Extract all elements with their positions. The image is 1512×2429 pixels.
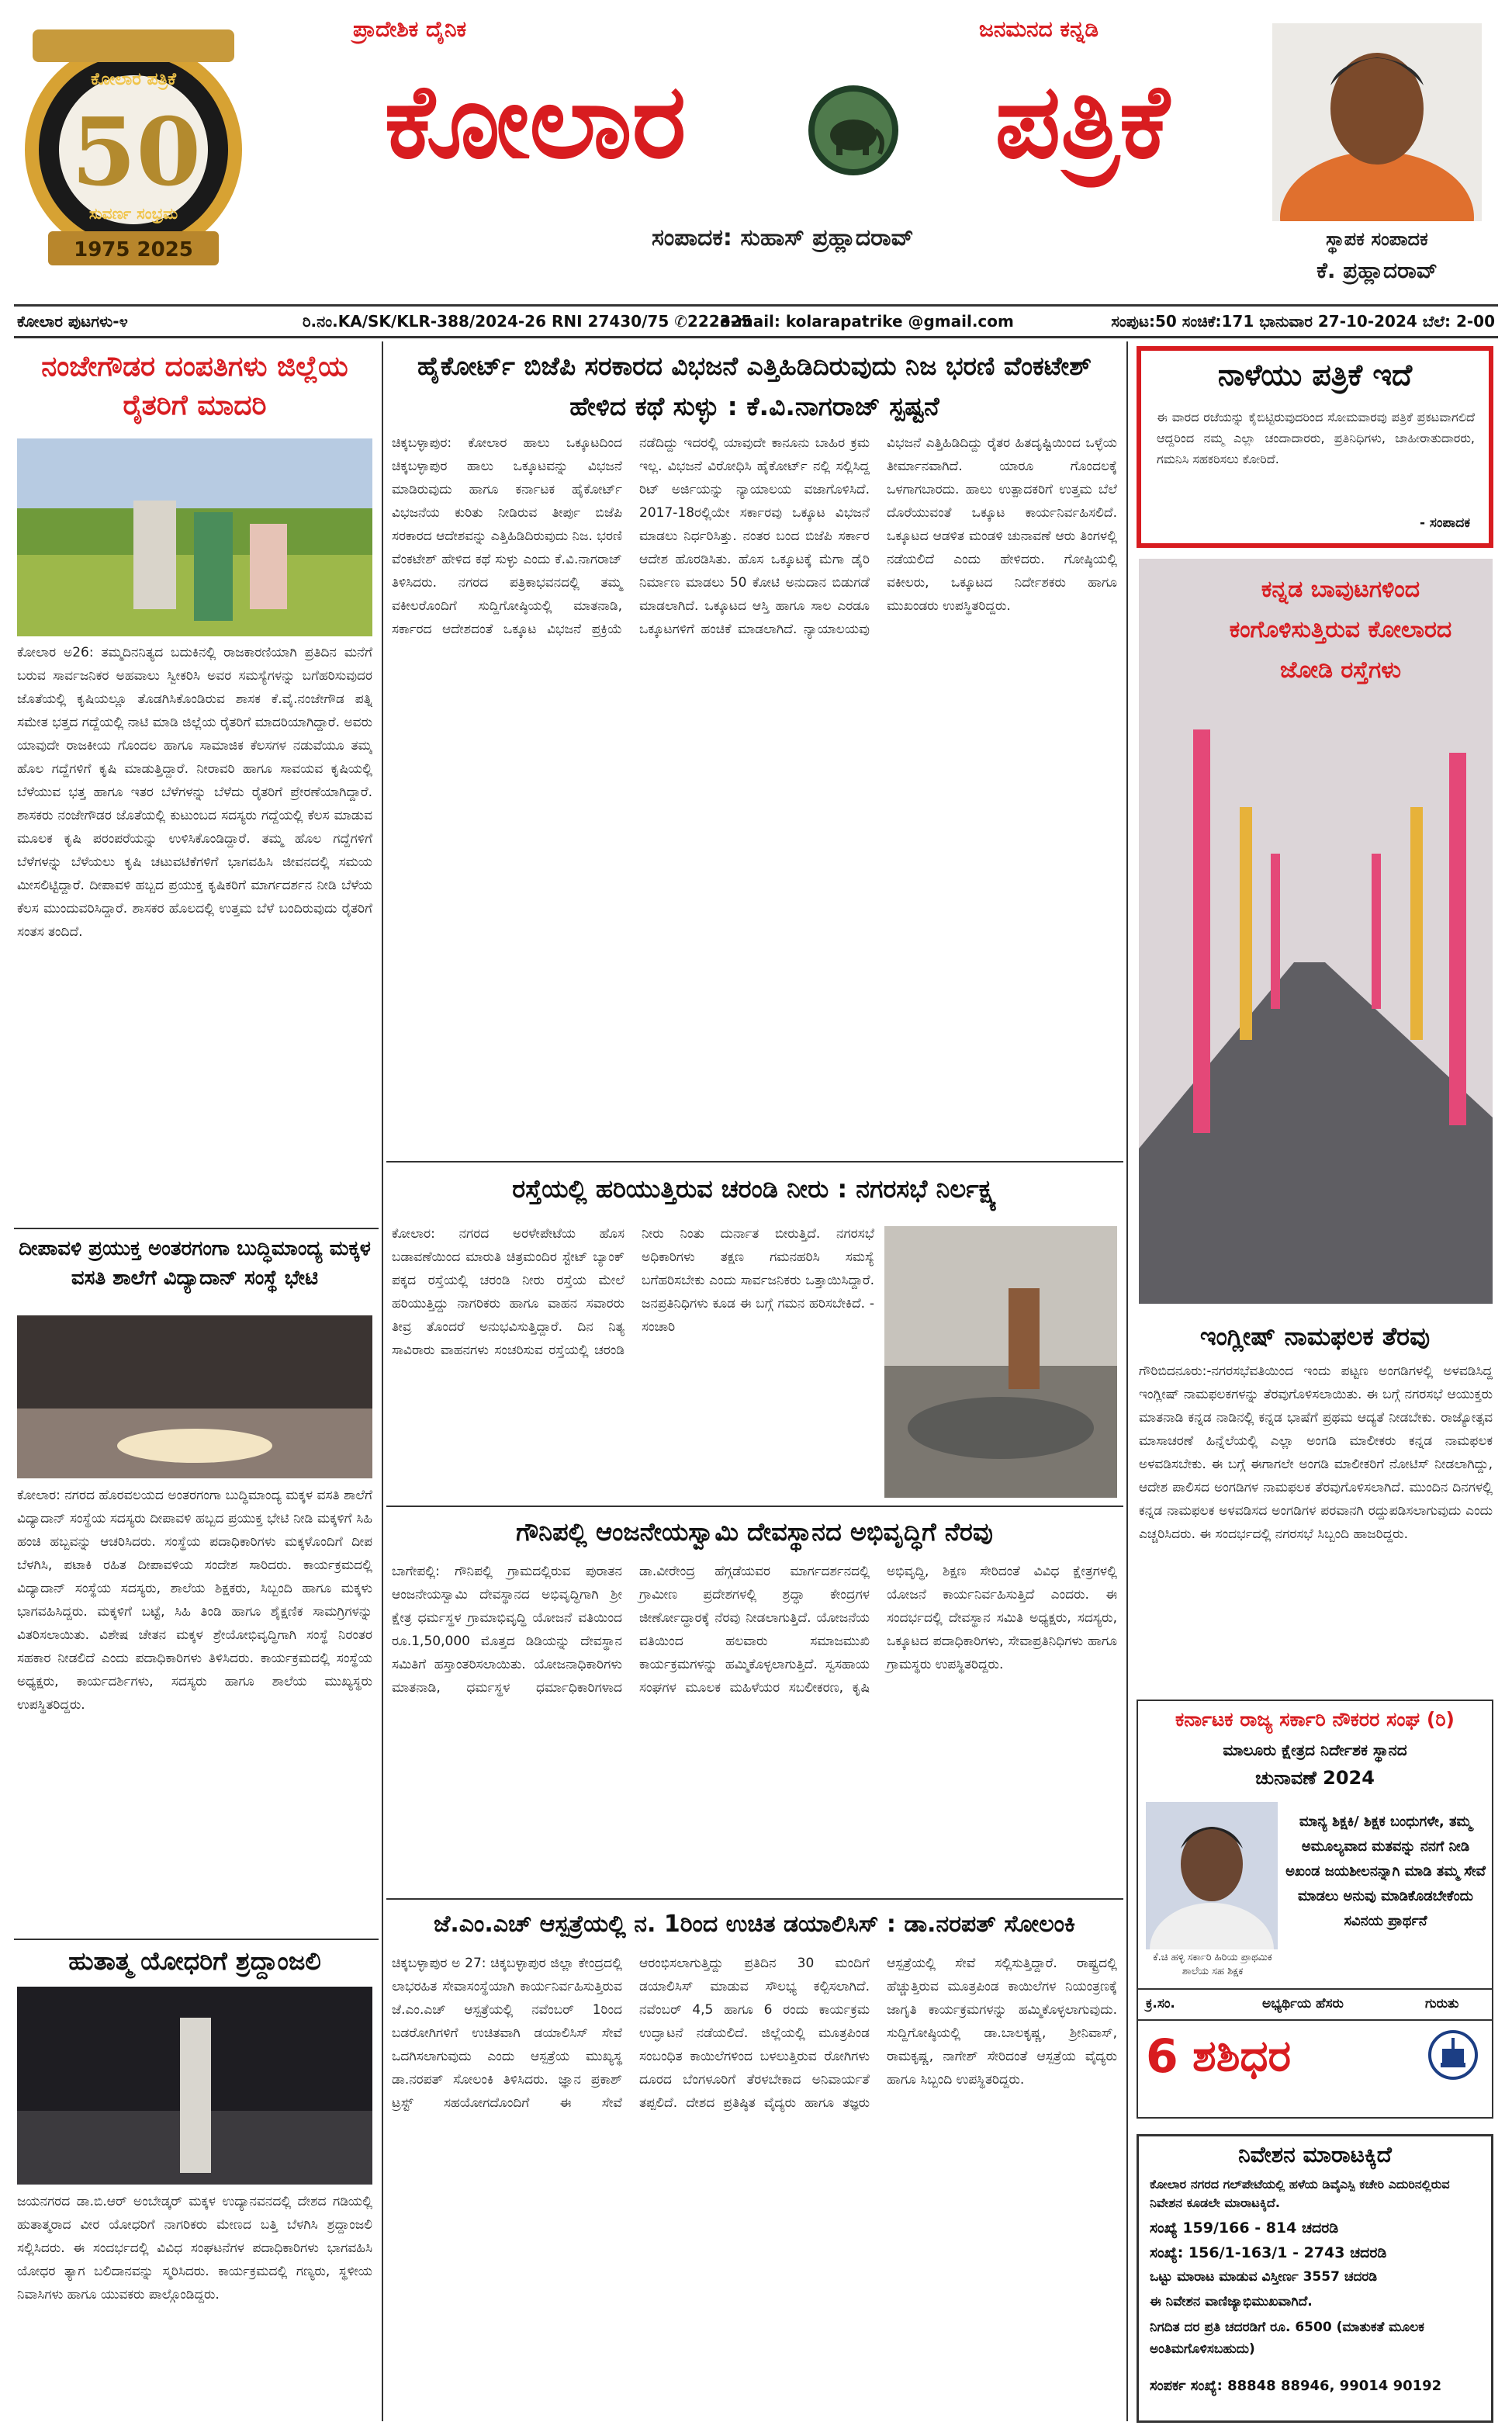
flags-caption: ಕನ್ನಡ ಬಾವುಟಗಳಿಂದ ಕಂಗೊಳಿಸುತ್ತಿರುವ ಕೋಲಾರದ ಜೋಡಿ ರಸ್ತೆಗಳು (1229, 576, 1452, 684)
jubilee-ring-bottom: ಸುವರ್ಣ ಸಂಭ್ರಮ (88, 204, 178, 223)
column-rule-left (382, 341, 383, 2421)
a8-body: ಗೌರಿಬಿದನೂರು:-ನಗರಸಭೆವತಿಯಿಂದ ಇಂದು ಪಟ್ಟಣ ಅಂಗಡಿಗಳಲ್ಲಿ ಅಳವಡಿಸಿದ್ದ ಇಂಗ್ಲೀಷ್ ನಾಮಫಲಕಗಳನ್ನು ತೆರವುಗೊಳಿಸಲಾಯಿತು. ಈ ಬಗ್ಗೆ ನಗರಸಭೆ ಆಯುಕ್ತರು ಮಾತನಾಡಿ ಕನ್ನಡ ನಾಡಿನಲ್ಲಿ ಕನ್ನಡ ಭಾಷೆಗೆ ಪ್ರಥಮ ಆದ್ಯತೆ ನೀಡಬೇಕು. ರಾಜ್ಯೋತ್ಸವ ಮಾಸಾಚರಣೆ ಹಿನ್ನೆಲೆಯಲ್ಲಿ ಎಲ್ಲಾ ಅಂಗಡಿ ಮಾಲೀಕರು ಕನ್ನಡ ನಾಮಫಲಕ ಅಳವಡಿಸಬೇಕು. ಈ ಬಗ್ಗೆ ಈಗಾಗಲೇ ಅಂಗಡಿ ಮಾಲೀಕರಿಗೆ ನೋಟಿಸ್ ನೀಡಲಾಗಿದ್ದು, ಆದೇಶ ಪಾಲಿಸದ ಅಂಗಡಿಗಳ ನಾಮಫಲಕ ತೆರವುಗೊಳಿಸಲಾಗಿದೆ. ಮುಂದಿನ ದಿನಗಳಲ್ಲಿ ಕನ್ನಡ ನಾಮಫಲಕ ಅಳವಡಿಸದ ಅಂಗಡಿಗಳ ಪರವಾನಗಿ ರದ್ದುಪಡಿಸಲಾಗುವುದು ಎಂದು ಎಚ್ಚರಿಸಿದರು. ಈ ಸಂದರ್ಭದಲ್ಲಿ ನಗರಸಭೆ ಸಿಬ್ಬಂದಿ ಹಾಜರಿದ್ದರು. (1139, 1363, 1493, 1542)
ad-header-name: ಅಭ್ಯರ್ಥಿಯ ಹೆಸರು (1262, 1996, 1344, 2011)
a7-headline: ಜೆ.ಎಂ.ಎಚ್ ಆಸ್ಪತ್ರೆಯಲ್ಲಿ ನ. 1ರಿಂದ ಉಚಿತ ಡಯಾಲಿಸಿಸ್ : ಡಾ.ನರಪತ್ ಸೋಲಂಕಿ (434, 1911, 1075, 1938)
a7-body: ಚಿಕ್ಕಬಳ್ಳಾಪುರ ಅ 27: ಚಿಕ್ಕಬಳ್ಳಾಪುರ ಜಿಲ್ಲಾ ಕೇಂದ್ರದಲ್ಲಿ ಲಾಭರಹಿತ ಸೇವಾಸಂಸ್ಥೆಯಾಗಿ ಕಾರ್ಯನಿರ್ವಹಿಸುತ್ತಿರುವ ಜೆ.ಎಂ.ಎಚ್ ಆಸ್ಪತ್ರೆಯಲ್ಲಿ ನವೆಂಬರ್ 1ರಿಂದ ಬಡರೋಗಿಗಳಿಗೆ ಉಚಿತವಾಗಿ ಡಯಾಲಿಸಿಸ್ ಸೇವೆ ಒದಗಿಸಲಾಗುವುದು ಎಂದು ಆಸ್ಪತ್ರೆಯ ಮುಖ್ಯಸ್ಥ ಡಾ.ನರಪತ್ ಸೋಲಂಕಿ ತಿಳಿಸಿದರು. ಜ್ಞಾನ ಪ್ರಕಾಶ್ ಟ್ರಸ್ಟ್ ಸಹಯೋಗದೊಂದಿಗೆ ಈ ಸೇವೆ ಆರಂಭಿಸಲಾಗುತ್ತಿದ್ದು ಪ್ರತಿದಿನ 30 ಮಂದಿಗೆ ಡಯಾಲಿಸಿಸ್ ಮಾಡುವ ಸೌಲಭ್ಯ ಕಲ್ಪಿಸಲಾಗಿದೆ. ನವೆಂಬರ್ 4,5 ಹಾಗೂ 6 ರಂದು ಕಾರ್ಯಕ್ರಮ ಉದ್ಘಾಟನೆ ನಡೆಯಲಿದೆ. ಜಿಲ್ಲೆಯಲ್ಲಿ ಮೂತ್ರಪಿಂಡ ಸಂಬಂಧಿತ ಕಾಯಿಲೆಗಳಿಂದ ಬಳಲುತ್ತಿರುವ ರೋಗಿಗಳು ದೂರದ ಬೆಂಗಳೂರಿಗೆ ತೆರಳಬೇಕಾದ ಅನಿವಾರ್ಯತೆ ತಪ್ಪಲಿದೆ. ದೇಶದ ಪ್ರತಿಷ್ಠಿತ ವೈದ್ಯರು ಹಾಗೂ ತಜ್ಞರು ಆಸ್ಪತ್ರೆಯಲ್ಲಿ ಸೇವೆ ಸಲ್ಲಿಸುತ್ತಿದ್ದಾರೆ. ರಾಷ್ಟ್ರದಲ್ಲಿ ಹೆಚ್ಚುತ್ತಿರುವ ಮೂತ್ರಪಿಂಡ ಕಾಯಿಲೆಗಳ ನಿಯಂತ್ರಣಕ್ಕೆ ಜಾಗೃತಿ ಕಾರ್ಯಕ್ರಮಗಳನ್ನು ಹಮ್ಮಿಕೊಳ್ಳಲಾಗುವುದು. ಸುದ್ದಿಗೋಷ್ಠಿಯಲ್ಲಿ ಡಾ.ಬಾಲಕೃಷ್ಣ, ಶ್ರೀನಿವಾಸ್, ರಾಮಕೃಷ್ಣ, ನಾಗೇಶ್ ಸೇರಿದಂತೆ ಆಸ್ಪತ್ರೆಯ ವೈದ್ಯರು ಹಾಗೂ ಸಿಬ್ಬಂದಿ ಉಪಸ್ಥಿತರಿದ್ದರು. (392, 1956, 1117, 2111)
sale-body: ಕೋಲಾರ ನಗರದ ಗಲ್‌ಪೇಟೆಯಲ್ಲಿ ಹಳೆಯ ಡಿವೈಎಸ್ಪಿ ಕಚೇರಿ ಎದುರಿನಲ್ಲಿರುವ ನಿವೇಶನ ಕೂಡಲೇ ಮಾರಾಟಕ್ಕಿದೆ. (1150, 2177, 1450, 2210)
masthead (0, 0, 1512, 299)
center-rule-1 (386, 1161, 1123, 1163)
infobar-registration: ರಿ.ನಂ.KA/SK/KLR-388/2024-26 RNI 27430/75 ✆222325 (303, 312, 753, 331)
a1-headline: ನಂಜೇಗೌಡರ ದಂಪತಿಗಳು ಜಿಲ್ಲೆಯ ರೈತರಿಗೆ ಮಾದರಿ (41, 351, 348, 421)
ad-header-serial: ಕ್ರ.ಸಂ. (1146, 1996, 1175, 2011)
founder-role: ಸ್ಥಾಪಕ ಸಂಪಾದಕ (1326, 228, 1428, 250)
left-rule-2 (14, 1939, 379, 1940)
a6-headline: ಗೌನಿಪಲ್ಲಿ ಆಂಜನೇಯಸ್ವಾಮಿ ದೇವಸ್ಥಾನದ ಅಭಿವೃದ್ಧಿಗೆ ನೆರವು (516, 1517, 993, 1547)
election-ad (1137, 1700, 1493, 2119)
sale-line-1: ಸಂಖ್ಯೆ 159/166 - 814 ಚದರಡಿ (1150, 2219, 1339, 2237)
a1-farm-photo (17, 438, 372, 636)
ad-serial: 6 (1146, 2029, 1178, 2084)
editor-line: ಸಂಪಾದಕ: ಸುಹಾಸ್ ಪ್ರಹ್ಲಾದರಾವ್ (652, 224, 914, 251)
center-rule-3 (386, 1898, 1123, 1900)
infobar-bottom-rule (14, 336, 1498, 338)
sale-line-4: ಈ ನಿವೇಶನ ವಾಣಿಜ್ಯಾಭಿಮುಖವಾಗಿದೆ. (1150, 2294, 1313, 2309)
ad-subtitle: ಮಾಲೂರು ಕ್ಷೇತ್ರದ ನಿರ್ದೇಶಕ ಸ್ಥಾನದ (1223, 1741, 1407, 1759)
infobar-pages: ಕೋಲಾರ ಪುಟಗಳು-೪ (17, 312, 128, 331)
a5-headline: ರಸ್ತೆಯಲ್ಲಿ ಹರಿಯುತ್ತಿರುವ ಚರಂಡಿ ನೀರು : ನಗರಸಭೆ ನಿರ್ಲಕ್ಷ್ಯ (512, 1174, 997, 1204)
notice-headline: ನಾಳೆಯು ಪತ್ರಿಕೆ ಇದೆ (1217, 358, 1413, 392)
column-rule-right (1126, 341, 1128, 2421)
a3-body: ಜಯನಗರದ ಡಾ.ಬಿ.ಆರ್ ಅಂಬೇಡ್ಕರ್ ಮಕ್ಕಳ ಉದ್ಯಾನವನದಲ್ಲಿ ದೇಶದ ಗಡಿಯಲ್ಲಿ ಹುತಾತ್ಮರಾದ ವೀರ ಯೋಧರಿಗೆ ನಾಗರಿಕರು ಮೇಣದ ಬತ್ತಿ ಬೆಳಗಿಸಿ ಶ್ರದ್ದಾಂಜಲಿ ಸಲ್ಲಿಸಿದರು. ಈ ಸಂದರ್ಭದಲ್ಲಿ ವಿವಿಧ ಸಂಘಟನೆಗಳ ಪದಾಧಿಕಾರಿಗಳು ಭಾಗವಹಿಸಿ ಯೋಧರ ತ್ಯಾಗ ಬಲಿದಾನವನ್ನು ಸ್ಮರಿಸಿದರು. ಕಾರ್ಯಕ್ರಮದಲ್ಲಿ ಗಣ್ಯರು, ಸ್ಥಳೀಯ ನಿವಾಸಿಗಳು ಹಾಗೂ ಯುವಕರು ಪಾಲ್ಗೊಂಡಿದ್ದರು. (17, 2194, 372, 2303)
founder-photo (1272, 23, 1482, 221)
jubilee-years: 1975 2025 (74, 238, 193, 262)
sale-contact: ಸಂಪರ್ಕ ಸಂಖ್ಯೆ: 88848 88946, 99014 90192 (1150, 2378, 1442, 2394)
ad-title: ಕರ್ನಾಟಕ ರಾಜ್ಯ ಸರ್ಕಾರಿ ನೌಕರರ ಸಂಘ (ರಿ) (1175, 1708, 1455, 1731)
notice-box (1137, 346, 1493, 548)
sale-title: ನಿವೇಶನ ಮಾರಾಟಕ್ಕಿದೆ (1238, 2142, 1392, 2167)
ad-election: ಚುನಾವಣೆ 2024 (1255, 1767, 1375, 1789)
jubilee-number: 50 (71, 98, 201, 207)
infobar-issue: ಸಂಪುಟ:50 ಸಂಚಿಕೆ:171 ಭಾನುವಾರ 27-10-2024 ಬೆಲೆ: 2-00 (1111, 312, 1495, 331)
people-kannada-tag: ಜನಮನದ ಕನ್ನಡಿ (979, 16, 1099, 42)
infobar-email: e-mail: kolarapatrike @gmail.com (720, 312, 1014, 331)
ballot-symbol-icon (1425, 2027, 1481, 2083)
masthead-title-left: ಕೋಲಾರ (384, 62, 687, 182)
elephant-seal-icon (807, 84, 900, 177)
flags-road-photo (1139, 559, 1493, 1304)
a5-body: ಕೋಲಾರ: ನಗರದ ಅರಳೇಪೇಟೆಯ ಹೊಸ ಬಡಾವಣೆಯಿಂದ ಮಾರುತಿ ಚಿತ್ರಮಂದಿರ ಸ್ಟೇಟ್ ಬ್ಯಾಂಕ್ ಪಕ್ಕದ ರಸ್ತೆಯಲ್ಲಿ ಚರಂಡಿ ನೀರು ರಸ್ತೆಯ ಮೇಲೆ ಹರಿಯುತ್ತಿದ್ದು ನಾಗರಿಕರು ಹಾಗೂ ವಾಹನ ಸವಾರರು ತೀವ್ರ ತೊಂದರೆ ಅನುಭವಿಸುತ್ತಿದ್ದಾರೆ. ದಿನ ನಿತ್ಯ ಸಾವಿರಾರು ವಾಹನಗಳು ಸಂಚರಿಸುವ ರಸ್ತೆಯಲ್ಲಿ ಚರಂಡಿ ನೀರು ನಿಂತು ದುರ್ನಾತ ಬೀರುತ್ತಿದೆ. ನಗರಸಭೆ ಅಧಿಕಾರಿಗಳು ತಕ್ಷಣ ಗಮನಹರಿಸಿ ಸಮಸ್ಯೆ ಬಗೆಹರಿಸಬೇಕು ಎಂದು ಸಾರ್ವಜನಿಕರು ಒತ್ತಾಯಿಸಿದ್ದಾರೆ. ಜನಪ್ರತಿನಿಧಿಗಳು ಕೂಡ ಈ ಬಗ್ಗೆ ಗಮನ ಹರಿಸಬೇಕಿದೆ. - ಸಂಚಾರಿ (392, 1226, 874, 1358)
a2-group-photo (17, 1315, 372, 1478)
ad-candidate-name: ಶಶಿಧರ (1192, 2031, 1292, 2081)
notice-body: ಈ ವಾರದ ರಜೆಯನ್ನು ಕೈಬಿಟ್ಟಿರುವುದರಿಂದ ಸೋಮವಾರವು ಪತ್ರಿಕೆ ಪ್ರಕಟವಾಗಲಿದೆ ಆದ್ದರಿಂದ ನಮ್ಮ ಎಲ್ಲಾ ಚಂದಾದಾರರು, ಪ್ರತಿನಿಧಿಗಳು, ಜಾಹೀರಾತುದಾರರು, ಗಮನಿಸಿ ಸಹಕರಿಸಲು ಕೋರಿದೆ. (1157, 410, 1475, 466)
infobar-top-rule (14, 304, 1498, 307)
a2-body: ಕೋಲಾರ: ನಗರದ ಹೊರವಲಯದ ಅಂತರಗಂಗಾ ಬುದ್ಧಿಮಾಂದ್ಯ ಮಕ್ಕಳ ವಸತಿ ಶಾಲೆಗೆ ವಿದ್ಯಾದಾನ್ ಸಂಸ್ಥೆಯ ಸದಸ್ಯರು ದೀಪಾವಳಿ ಹಬ್ಬದ ಪ್ರಯುಕ್ತ ಭೇಟಿ ನೀಡಿ ಮಕ್ಕಳಿಗೆ ಸಿಹಿ ಹಂಚಿ ಹಬ್ಬವನ್ನು ಆಚರಿಸಿದರು. ಸಂಸ್ಥೆಯ ಪದಾಧಿಕಾರಿಗಳು ಮಕ್ಕಳೊಂದಿಗೆ ದೀಪ ಬೆಳಗಿಸಿ, ಪಟಾಕಿ ರಹಿತ ದೀಪಾವಳಿಯ ಸಂದೇಶ ಸಾರಿದರು. ಕಾರ್ಯಕ್ರಮದಲ್ಲಿ ವಿದ್ಯಾದಾನ್ ಸಂಸ್ಥೆಯ ಸದಸ್ಯರು, ಶಾಲೆಯ ಶಿಕ್ಷಕರು, ಸಿಬ್ಬಂದಿ ಹಾಗೂ ಮಕ್ಕಳು ಭಾಗವಹಿಸಿದ್ದರು. ಮಕ್ಕಳಿಗೆ ಬಟ್ಟೆ, ಸಿಹಿ ತಿಂಡಿ ಹಾಗೂ ಶೈಕ್ಷಣಿಕ ಸಾಮಗ್ರಿಗಳನ್ನು ವಿತರಿಸಲಾಯಿತು. ವಿಶೇಷ ಚೇತನ ಮಕ್ಕಳ ಶ್ರೇಯೋಭಿವೃದ್ಧಿಗಾಗಿ ಸಂಸ್ಥೆ ನಿರಂತರ ಸಹಕಾರ ನೀಡಲಿದೆ ಎಂದು ಪದಾಧಿಕಾರಿಗಳು ತಿಳಿಸಿದರು. ಕಾರ್ಯಕ್ರಮದಲ್ಲಿ ಸಂಸ್ಥೆಯ ಅಧ್ಯಕ್ಷರು, ಕಾರ್ಯದರ್ಶಿಗಳು, ಸದಸ್ಯರು ಹಾಗೂ ಶಾಲೆಯ ಮುಖ್ಯಸ್ಥರು ಉಪಸ್ಥಿತರಿದ್ದರು. (17, 1488, 372, 1713)
ad-appeal: ಮಾನ್ಯ ಶಿಕ್ಷಕಿ/ ಶಿಕ್ಷಕ ಬಂಧುಗಳೇ, ತಮ್ಮ ಅಮೂಲ್ಯವಾದ ಮತವನ್ನು ನನಗೆ ನೀಡಿ ಅಖಂಡ ಜಯಶೀಲನನ್ನಾಗಿ ಮಾಡಿ ತಮ್ಮ ಸೇವೆ ಮಾಡಲು ಅನುವು ಮಾಡಿಕೊಡಬೇಕೆಂದು ಸವಿನಯ ಪ್ರಾರ್ಥನೆ (1285, 1814, 1486, 1929)
a4-headline: ಹೈಕೋರ್ಟ್ ಬಿಜೆಪಿ ಸರಕಾರದ ವಿಭಜನೆ ಎತ್ತಿಹಿಡಿದಿರುವುದು ನಿಜ ಭರಣಿ ವೆಂಕಟೇಶ್ ಹೇಳಿದ ಕಥೆ ಸುಳ್ಳು : ಕೆ.ವಿ.ನಾಗರಾಜ್ ಸ್ಪಷ್ಟನೆ (417, 351, 1092, 421)
a3-headline: ಹುತಾತ್ಮ ಯೋಧರಿಗೆ ಶ್ರದ್ದಾಂಜಲಿ (68, 1946, 321, 1976)
ad-table-mid-rule (1138, 2019, 1492, 2021)
a6-body: ಬಾಗೇಪಲ್ಲಿ: ಗೌನಿಪಲ್ಲಿ ಗ್ರಾಮದಲ್ಲಿರುವ ಪುರಾತನ ಆಂಜನೇಯಸ್ವಾಮಿ ದೇವಸ್ಥಾನದ ಅಭಿವೃದ್ಧಿಗಾಗಿ ಶ್ರೀ ಕ್ಷೇತ್ರ ಧರ್ಮಸ್ಥಳ ಗ್ರಾಮಾಭಿವೃದ್ಧಿ ಯೋಜನೆ ವತಿಯಿಂದ ರೂ.1,50,000 ಮೊತ್ತದ ಡಿಡಿಯನ್ನು ದೇವಸ್ಥಾನ ಸಮಿತಿಗೆ ಹಸ್ತಾಂತರಿಸಲಾಯಿತು. ಯೋಜನಾಧಿಕಾರಿಗಳು ಮಾತನಾಡಿ, ಧರ್ಮಸ್ಥಳ ಧರ್ಮಾಧಿಕಾರಿಗಳಾದ ಡಾ.ವೀರೇಂದ್ರ ಹೆಗ್ಗಡೆಯವರ ಮಾರ್ಗದರ್ಶನದಲ್ಲಿ ಗ್ರಾಮೀಣ ಪ್ರದೇಶಗಳಲ್ಲಿ ಶ್ರದ್ಧಾ ಕೇಂದ್ರಗಳ ಜೀರ್ಣೋದ್ಧಾರಕ್ಕೆ ನೆರವು ನೀಡಲಾಗುತ್ತಿದೆ. ಯೋಜನೆಯ ವತಿಯಿಂದ ಹಲವಾರು ಸಮಾಜಮುಖಿ ಕಾರ್ಯಕ್ರಮಗಳನ್ನು ಹಮ್ಮಿಕೊಳ್ಳಲಾಗುತ್ತಿದೆ. ಸ್ವಸಹಾಯ ಸಂಘಗಳ ಮೂಲಕ ಮಹಿಳೆಯರ ಸಬಲೀಕರಣ, ಕೃಷಿ ಅಭಿವೃದ್ಧಿ, ಶಿಕ್ಷಣ ಸೇರಿದಂತೆ ವಿವಿಧ ಕ್ಷೇತ್ರಗಳಲ್ಲಿ ಯೋಜನೆ ಕಾರ್ಯನಿರ್ವಹಿಸುತ್ತಿದೆ ಎಂದರು. ಈ ಸಂದರ್ಭದಲ್ಲಿ ದೇವಸ್ಥಾನ ಸಮಿತಿ ಅಧ್ಯಕ್ಷರು, ಸದಸ್ಯರು, ಒಕ್ಕೂಟದ ಪದಾಧಿಕಾರಿಗಳು, ಸೇವಾಪ್ರತಿನಿಧಿಗಳು ಹಾಗೂ ಗ್ರಾಮಸ್ಥರು ಉಪಸ್ಥಿತರಿದ್ದರು. (392, 1564, 1117, 1696)
jubilee-emblem (17, 22, 250, 270)
a3-candle-photo (17, 1987, 372, 2185)
a5-drain-photo (884, 1226, 1117, 1498)
candidate-photo-caption: ಕೆ.ಚಿ ಹಳ್ಳಿ ಸರ್ಕಾರಿ ಹಿರಿಯ ಪ್ರಾಥಮಿಕ ಶಾಲೆಯ ಸಹ ಶಿಕ್ಷಕ (1153, 1952, 1272, 1977)
infobar (14, 307, 1498, 335)
sale-line-3: ಒಟ್ಟು ಮಾರಾಟ ಮಾಡುವ ವಿಸ್ತೀರ್ಣ 3557 ಚದರಡಿ (1150, 2269, 1378, 2285)
left-rule-1 (14, 1228, 379, 1229)
a1-body: ಕೋಲಾರ ಅ26: ತಮ್ಮದಿನನಿತ್ಯದ ಬದುಕಿನಲ್ಲಿ ರಾಜಕಾರಣಿಯಾಗಿ ಪ್ರತಿದಿನ ಮನೆಗೆ ಬರುವ ಸಾರ್ವಜನಿಕರ ಅಹವಾಲು ಸ್ವೀಕರಿಸಿ ಅವರ ಸಮಸ್ಯೆಗಳನ್ನು ಬಗೆಹರಿಸುವುದರ ಜೊತೆಯಲ್ಲಿ ಕೃಷಿಯಲ್ಲೂ ತೊಡಗಿಸಿಕೊಂಡಿರುವ ಶಾಸಕ ಕೆ.ವೈ.ನಂಜೇಗೌಡ ಪತ್ನಿ ಸಮೇತ ಭತ್ತದ ಗದ್ದೆಯಲ್ಲಿ ನಾಟಿ ಮಾಡಿ ಜಿಲ್ಲೆಯ ರೈತರಿಗೆ ಮಾದರಿಯಾಗಿದ್ದಾರೆ. ಅವರು ಯಾವುದೇ ರಾಜಕೀಯ ಗೊಂದಲ ಹಾಗೂ ಸಾಮಾಜಿಕ ಕೆಲಸಗಳ ನಡುವೆಯೂ ತಮ್ಮ ಹೊಲ ಗದ್ದೆಗಳಿಗೆ ಕೃಷಿ ಮಾಡುತ್ತಿದ್ದಾರೆ. ನೀರಾವರಿ ಹಾಗೂ ಸಾವಯವ ಕೃಷಿಯಲ್ಲಿ ಬೆಳೆಯುವ ಭತ್ತ ಹಾಗೂ ಇತರ ಬೆಳೆಗಳನ್ನು ಬೆಳೆದು ರೈತರಿಗೆ ಪ್ರೇರಣೆಯಾಗಿದ್ದಾರೆ. ಶಾಸಕರು ನಂಜೇಗೌಡರ ಜೊತೆಯಲ್ಲಿ ಕುಟುಂಬದ ಸದಸ್ಯರು ಗದ್ದೆಯಲ್ಲಿ ಕೆಲಸ ಮಾಡುವ ಮೂಲಕ ಕೃಷಿ ಪರಂಪರೆಯನ್ನು ಉಳಿಸಿಕೊಂಡಿದ್ದಾರೆ. ತಮ್ಮ ಹೊಲ ಗದ್ದೆಗಳಿಗೆ ಬೆಳೆಗಳನ್ನು ಬೆಳೆಯಲು ಕೃಷಿ ಚಟುವಟಿಕೆಗಳಿಗೆ ಭಾಗವಹಿಸಿ ಜೀವನದಲ್ಲಿ ಸಮಯ ಮೀಸಲಿಟ್ಟಿದ್ದಾರೆ. ದೀಪಾವಳಿ ಹಬ್ಬದ ಪ್ರಯುಕ್ತ ಕೃಷಿಕರಿಗೆ ಮಾರ್ಗದರ್ಶನ ನೀಡಿ ಬೆಳೆಯ ಕೆಲಸ ಮುಂದುವರಿಸಿದ್ದಾರೆ. ಶಾಸಕರ ಹೊಲದಲ್ಲಿ ಉತ್ತಮ ಬೆಳೆ ಬಂದಿರುವುದು ರೈತರಿಗೆ ಸಂತಸ ತಂದಿದೆ. (17, 645, 372, 940)
property-sale-ad (1137, 2134, 1493, 2423)
a2-headline: ದೀಪಾವಳಿ ಪ್ರಯುಕ್ತ ಅಂತರಗಂಗಾ ಬುದ್ಧಿಮಾಂದ್ಯ ಮಕ್ಕಳ ವಸತಿ ಶಾಲೆಗೆ ವಿದ್ಯಾದಾನ್ ಸಂಸ್ಥೆ ಭೇಟಿ (19, 1237, 371, 1290)
center-rule-2 (386, 1506, 1123, 1507)
ad-header-symbol: ಗುರುತು (1425, 1996, 1459, 2011)
masthead-title-right: ಪತ್ರಿಕೆ (995, 62, 1170, 182)
notice-sign: - ಸಂಪಾದಕ (1419, 515, 1470, 531)
sale-line-2: ಸಂಖ್ಯೆ: 156/1-163/1 - 2743 ಚದರಡಿ (1150, 2244, 1387, 2261)
candidate-photo (1146, 1802, 1278, 1949)
sale-line-5: ನಿಗದಿತ ದರ ಪ್ರತಿ ಚದರಡಿಗೆ ರೂ. 6500 (ಮಾತುಕತೆ ಮೂಲಕ ಅಂತಿಮಗೊಳಿಸಬಹುದು) (1150, 2320, 1424, 2357)
jubilee-ring-top: ಕೋಲಾರ ಪತ್ರಿಕೆ (91, 70, 176, 89)
ad-table-top-rule (1138, 1988, 1492, 1990)
founder-name: ಕೆ. ಪ್ರಹ್ಲಾದರಾವ್ (1317, 258, 1438, 283)
regional-daily-tag: ಪ್ರಾದೇಶಿಕ ದೈನಿಕ (353, 16, 467, 42)
a4-body: ಚಿಕ್ಕಬಳ್ಳಾಪುರ: ಕೋಲಾರ ಹಾಲು ಒಕ್ಕೂಟದಿಂದ ಚಿಕ್ಕಬಳ್ಳಾಪುರ ಹಾಲು ಒಕ್ಕೂಟವನ್ನು ವಿಭಜನೆ ಮಾಡಿರುವುದು ಹಾಗೂ ಕರ್ನಾಟಕ ಹೈಕೋರ್ಟ್ ವಿಭಜನೆಯ ಕುರಿತು ನೀಡಿರುವ ತೀರ್ಪು ಬಿಜೆಪಿ ಸರಕಾರದ ಆದೇಶವನ್ನು ಎತ್ತಿಹಿಡಿದಿರುವುದು ನಿಜ. ಭರಣಿ ವೆಂಕಟೇಶ್ ಹೇಳಿದ ಕಥೆ ಸುಳ್ಳು ಎಂದು ಕೆ.ವಿ.ನಾಗರಾಜ್ ತಿಳಿಸಿದರು. ನಗರದ ಪತ್ರಿಕಾಭವನದಲ್ಲಿ ತಮ್ಮ ವಕೀಲರೊಂದಿಗೆ ಸುದ್ದಿಗೋಷ್ಠಿಯಲ್ಲಿ ಮಾತನಾಡಿ, ಸರ್ಕಾರದ ಆದೇಶದಂತೆ ಒಕ್ಕೂಟ ವಿಭಜನೆ ಪ್ರಕ್ರಿಯೆ ನಡೆದಿದ್ದು ಇದರಲ್ಲಿ ಯಾವುದೇ ಕಾನೂನು ಬಾಹಿರ ಕ್ರಮ ಇಲ್ಲ. ವಿಭಜನೆ ವಿರೋಧಿಸಿ ಹೈಕೋರ್ಟ್ ನಲ್ಲಿ ಸಲ್ಲಿಸಿದ್ದ ರಿಟ್ ಅರ್ಜಿಯನ್ನು ನ್ಯಾಯಾಲಯ ವಜಾಗೊಳಿಸಿದೆ. 2017-18ರಲ್ಲಿಯೇ ಸರ್ಕಾರವು ಒಕ್ಕೂಟ ವಿಭಜನೆ ಮಾಡಲು ನಿರ್ಧರಿಸಿತ್ತು. ನಂತರ ಬಂದ ಬಿಜೆಪಿ ಸರ್ಕಾರ ಆದೇಶ ಹೊರಡಿಸಿತು. ಹೊಸ ಒಕ್ಕೂಟಕ್ಕೆ ಮೆಗಾ ಡೈರಿ ನಿರ್ಮಾಣ ಮಾಡಲು 50 ಕೋಟಿ ಅನುದಾನ ಬಿಡುಗಡೆ ಮಾಡಲಾಗಿದೆ. ಒಕ್ಕೂಟದ ಆಸ್ತಿ ಹಾಗೂ ಸಾಲ ಎರಡೂ ಒಕ್ಕೂಟಗಳಿಗೆ ಹಂಚಿಕೆ ಮಾಡಲಾಗಿದೆ. ನ್ಯಾಯಾಲಯವು ವಿಭಜನೆ ಎತ್ತಿಹಿಡಿದಿದ್ದು ರೈತರ ಹಿತದೃಷ್ಟಿಯಿಂದ ಒಳ್ಳೆಯ ತೀರ್ಮಾನವಾಗಿದೆ. ಯಾರೂ ಗೊಂದಲಕ್ಕೆ ಒಳಗಾಗಬಾರದು. ಹಾಲು ಉತ್ಪಾದಕರಿಗೆ ಉತ್ತಮ ಬೆಲೆ ದೊರೆಯುವಂತೆ ಒಕ್ಕೂಟ ಕಾರ್ಯನಿರ್ವಹಿಸಲಿದೆ. ಒಕ್ಕೂಟದ ಆಡಳಿತ ಮಂಡಳಿ ಚುನಾವಣೆ ಆರು ತಿಂಗಳಲ್ಲಿ ನಡೆಯಲಿದೆ ಎಂದು ಹೇಳಿದರು. ಗೋಷ್ಠಿಯಲ್ಲಿ ವಕೀಲರು, ಒಕ್ಕೂಟದ ನಿರ್ದೇಶಕರು ಹಾಗೂ ಮುಖಂಡರು ಉಪಸ್ಥಿತರಿದ್ದರು. (392, 435, 1117, 637)
a8-headline: ಇಂಗ್ಲೀಷ್ ನಾಮಫಲಕ ತೆರವು (1199, 1322, 1431, 1351)
